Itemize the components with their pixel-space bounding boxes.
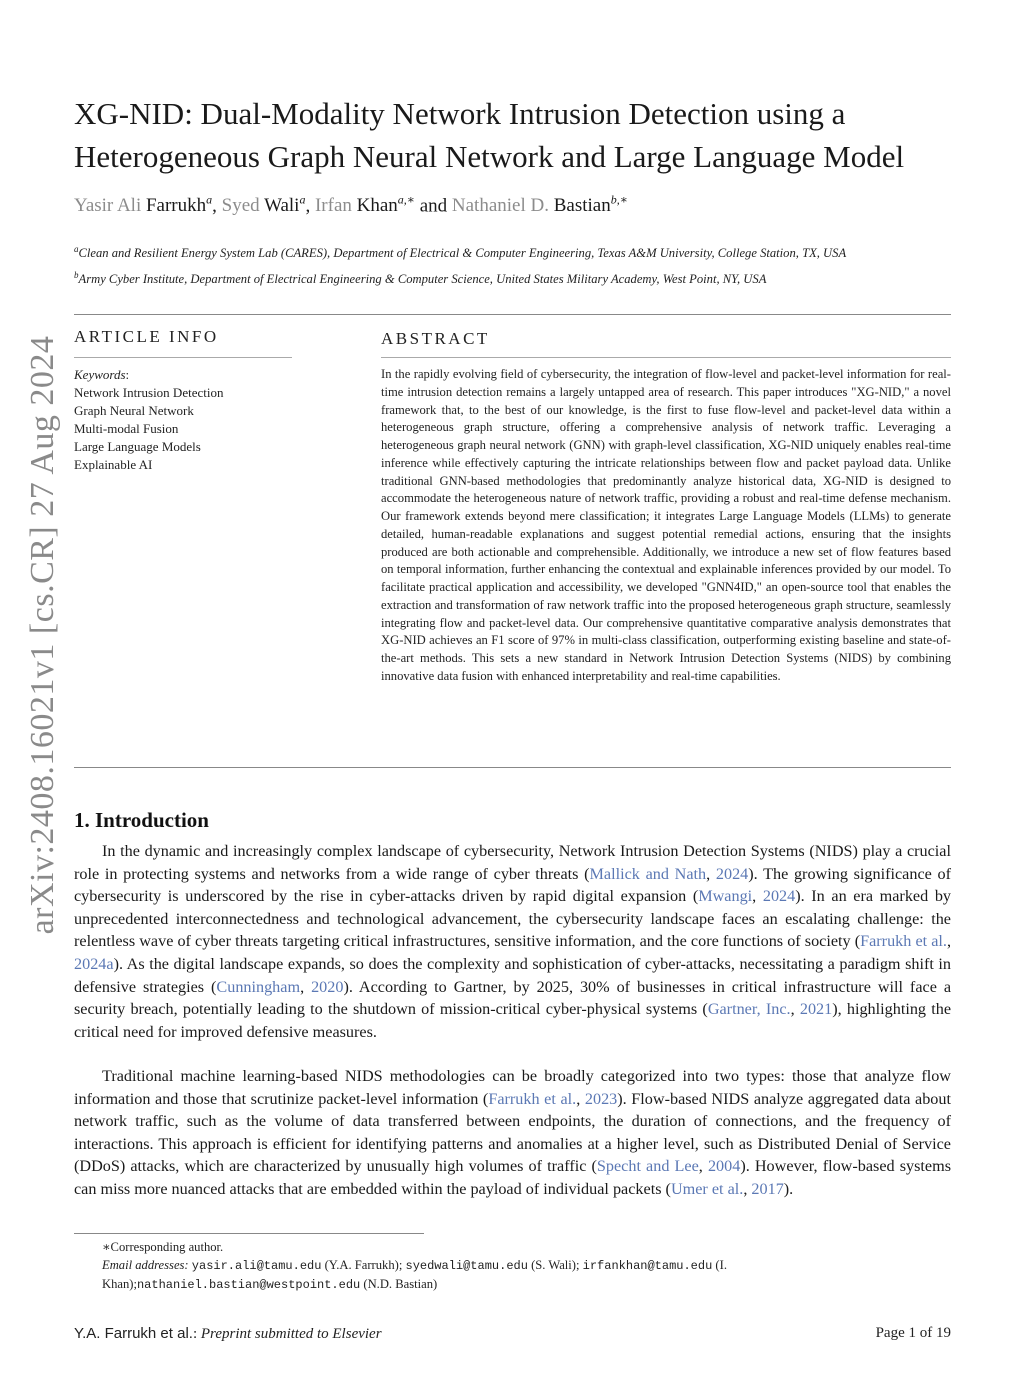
- author-list: [74, 193, 628, 217]
- paragraph-text: ). Flow-based NIDS analyze aggregated data about network traffic, such as the volume of data transferred between endpoints, the duration of connections, and the frequency of interactions. This approach is efficient for identifying patterns and anomalies at a higher level, such as Distributed Denial of Service (DDoS) attacks, which are characterized by unusually high volumes of traffic (: [74, 1089, 951, 1176]
- email-address[interactable]: nathaniel.bastian@westpoint.edu: [136, 1278, 361, 1292]
- keyword-item: Large Language Models: [74, 439, 201, 454]
- keyword-item: Network Intrusion Detection: [74, 385, 224, 400]
- keyword-item: Explainable AI: [74, 457, 153, 472]
- email-owner: (Y.A. Farrukh);: [321, 1258, 406, 1272]
- title-line-2: Heterogeneous Graph Neural Network and Large Language Model: [74, 139, 905, 174]
- paragraph-text: ,: [752, 887, 763, 906]
- affiliation-1: [74, 240, 954, 262]
- email-owner: (I. Khan);: [102, 1258, 727, 1291]
- paragraph-text: ,: [790, 1000, 800, 1019]
- keyword-item: Graph Neural Network: [74, 403, 194, 418]
- author-family-name: Wali: [264, 195, 300, 217]
- paragraph-text: ,: [300, 977, 312, 996]
- paragraph-text: ), highlighting the critical need for improved defensive measures.: [74, 1000, 952, 1041]
- citation-link[interactable]: Farrukh et al.: [860, 932, 947, 951]
- keywords-list: [74, 384, 223, 474]
- footer-authors: Y.A. Farrukh et al.: [74, 1325, 193, 1342]
- intro-paragraph-2: [74, 1065, 951, 1201]
- affiliation-text: Army Cyber Institute, Department of Electrical Engineering & Computer Science, United States Military Academy, West Point, NY, USA: [78, 272, 767, 287]
- author-affiliation-mark: a,∗: [397, 193, 415, 207]
- article-info-heading: ARTICLE INFO: [74, 327, 219, 346]
- citation-link[interactable]: Umer et al.: [670, 1179, 744, 1198]
- header-divider: [74, 314, 951, 315]
- paragraph-text: ,: [698, 1157, 708, 1176]
- citation-link[interactable]: Mallick and Nath: [589, 864, 707, 883]
- paragraph-text: Traditional machine learning-based NIDS methodologies can be broadly categorized into two types: those that analyze flow information and those that scrutinize packet-level information (: [74, 1067, 951, 1108]
- paragraph-text: ,: [946, 932, 951, 951]
- keyword-item: Multi-modal Fusion: [74, 421, 179, 436]
- author-given-name: Irfan: [314, 195, 352, 217]
- author-affiliation-mark: b,∗: [610, 193, 628, 207]
- arxiv-identifier-stamp[interactable]: [18, 300, 68, 970]
- email-address[interactable]: syedwali@tamu.edu: [405, 1259, 528, 1273]
- author-2: [222, 195, 306, 216]
- introduction-heading: 1. Introduction: [74, 808, 209, 832]
- author-affiliation-mark: a: [299, 193, 306, 207]
- paragraph-text: ,: [576, 1089, 585, 1108]
- email-owner: (S. Wali);: [527, 1258, 583, 1272]
- author-family-name: Farrukh: [145, 195, 207, 217]
- citation-link[interactable]: 2024a: [74, 954, 114, 973]
- paragraph-text: ,: [706, 864, 716, 883]
- email-address[interactable]: yasir.ali@tamu.edu: [191, 1259, 322, 1273]
- footnote-divider: [74, 1233, 424, 1234]
- intro-paragraph-1: [74, 840, 951, 1043]
- footer-colon: :: [192, 1326, 201, 1342]
- footer-venue: Preprint submitted to Elsevier: [200, 1326, 382, 1342]
- citation-link[interactable]: 2004: [707, 1157, 741, 1176]
- paragraph-text: In the dynamic and increasingly complex landscape of cybersecurity, Network Intrusion Detection Systems (NIDS) play a crucial role in protecting systems and networks from a wide range of cyber threats (: [74, 842, 951, 883]
- abstract-underline: [381, 357, 951, 358]
- keywords-label-row: Keywords:: [74, 367, 130, 382]
- citation-link[interactable]: Farrukh et al.: [488, 1089, 577, 1108]
- citation-link[interactable]: 2017: [751, 1179, 784, 1198]
- paragraph-text: ). However, flow-based systems can miss more nuanced attacks that are embedded within the payload of individual packets (: [74, 1157, 951, 1198]
- author-family-name: Bastian: [553, 195, 611, 217]
- author-affiliation-mark: a: [206, 193, 213, 207]
- author-given-name: Syed: [221, 195, 260, 217]
- author-family-name: Khan: [356, 195, 398, 217]
- paragraph-text: ).: [783, 1179, 794, 1198]
- page-number: Page 1 of 19: [875, 1325, 951, 1341]
- citation-link[interactable]: 2020: [311, 977, 344, 996]
- author-3: [315, 195, 415, 216]
- citation-link[interactable]: Cunningham: [216, 977, 301, 996]
- abstract-heading: ABSTRACT: [381, 329, 490, 348]
- author-given-name: Nathaniel D.: [451, 195, 549, 217]
- affiliation-mark: a: [74, 244, 79, 254]
- abstract-text: In the rapidly evolving field of cybersecurity, the integration of flow-level and packet-level information for real-time intrusion detection remains a largely untapped area of research. This paper introduces "XG-NID," a novel framework that, to the best of our knowledge, is the first to fuse flow-level and packet-level data within a heterogeneous graph structure, offering a comprehensive analysis of network traffic. Leveraging a heterogeneous graph neural network (GNN) with graph-level classification, XG-NID uniquely enables real-time inference while effectively capturing the intricate relationships between flow and packet payload data. Unlike traditional GNN-based methodologies that predominantly analyze historical data, XG-NID is designed to accommodate the heterogeneous nature of network traffic, providing a robust and real-time defense mechanism. Our framework extends beyond mere classification; it integrates Large Language Models (LLMs) to generate detailed, human-readable explanations and suggest potential remedial actions, ensuring that the insights produced are both actionable and comprehensible. Additionally, we introduce a new set of flow features based on temporal information, further enhancing the contextual and explainable inferences provided by our model. To facilitate practical application and accessibility, we developed "GNN4ID," an open-source tool that enables the extraction and transformation of raw network traffic into the proposed heterogeneous graph structure, seamlessly integrating flow and packet-level data. Our comprehensive quantitative comparative analysis demonstrates that XG-NID achieves an F1 score of 97% in multi-class classification, outperforming existing baseline and state-of-the-art methods. This sets a new standard in Network Intrusion Detection Systems (NIDS) by combining innovative data fusion with enhanced interpretability and real-time capabilities.: [381, 367, 951, 683]
- footer-left: [74, 1325, 382, 1343]
- paragraph-text: ). In an era marked by unprecedented interconnectedness and technological advancement, the cybersecurity landscape faces an escalating challenge: the relentless wave of cyber threats targeting critical infrastructures, sensitive information, and the core functions of society (: [74, 887, 952, 951]
- keywords-block: [74, 366, 223, 474]
- affiliation-text: Clean and Resilient Energy System Lab (CARES), Department of Electrical & Computer Engineering, Texas A&M University, College Station, TX, USA: [78, 246, 847, 261]
- email-label: Email addresses:: [102, 1258, 189, 1272]
- title-line-1: XG-NID: Dual-Modality Network Intrusion Detection using a: [74, 96, 846, 131]
- citation-link[interactable]: 2024: [762, 887, 796, 906]
- paragraph-text: ). As the digital landscape expands, so does the complexity and sophistication of cyber-attacks, necessitating a paradigm shift in defensive strategies (: [74, 954, 951, 996]
- author-given-name: Yasir Ali: [74, 195, 142, 217]
- author-1: [74, 195, 212, 216]
- citation-link[interactable]: 2024: [715, 864, 749, 883]
- author-separator: ,: [212, 195, 222, 217]
- author-separator: and: [414, 195, 452, 217]
- email-owner: (N.D. Bastian): [360, 1277, 438, 1291]
- affiliation-mark: b: [74, 270, 79, 281]
- footnotes: [74, 1238, 951, 1294]
- paragraph-text: ). According to Gartner, by 2025, 30% of businesses in critical infrastructure will face a security breach, potentially leading to the shutdown of mission-critical cyber-physical systems (: [74, 977, 952, 1019]
- citation-link[interactable]: 2021: [799, 1000, 833, 1019]
- author-4: [452, 195, 628, 216]
- citation-link[interactable]: Specht and Lee: [596, 1157, 699, 1176]
- citation-link[interactable]: Gartner, Inc.: [707, 1000, 791, 1019]
- citation-link[interactable]: 2023: [584, 1089, 618, 1108]
- abstract-divider: [74, 767, 951, 768]
- paragraph-text: ,: [743, 1179, 752, 1198]
- arxiv-identifier-text: arXiv:2408.16021v1 [cs.CR] 27 Aug 2024: [24, 335, 61, 935]
- email-addresses: [74, 1256, 951, 1294]
- email-address[interactable]: irfankhan@tamu.edu: [582, 1259, 713, 1273]
- keywords-label: Keywords: [74, 367, 126, 382]
- affiliation-2: [74, 266, 954, 288]
- corresponding-author-note: ∗Corresponding author.: [102, 1240, 224, 1254]
- article-info-underline: [74, 357, 292, 358]
- paper-title: [74, 92, 974, 178]
- affiliations: [74, 240, 954, 292]
- author-separator: ,: [305, 195, 315, 217]
- paragraph-text: ). The growing significance of cybersecurity is underscored by the rise in cyber-attacks driven by rapid digital expansion (: [74, 864, 952, 906]
- citation-link[interactable]: Mwangi: [698, 887, 753, 906]
